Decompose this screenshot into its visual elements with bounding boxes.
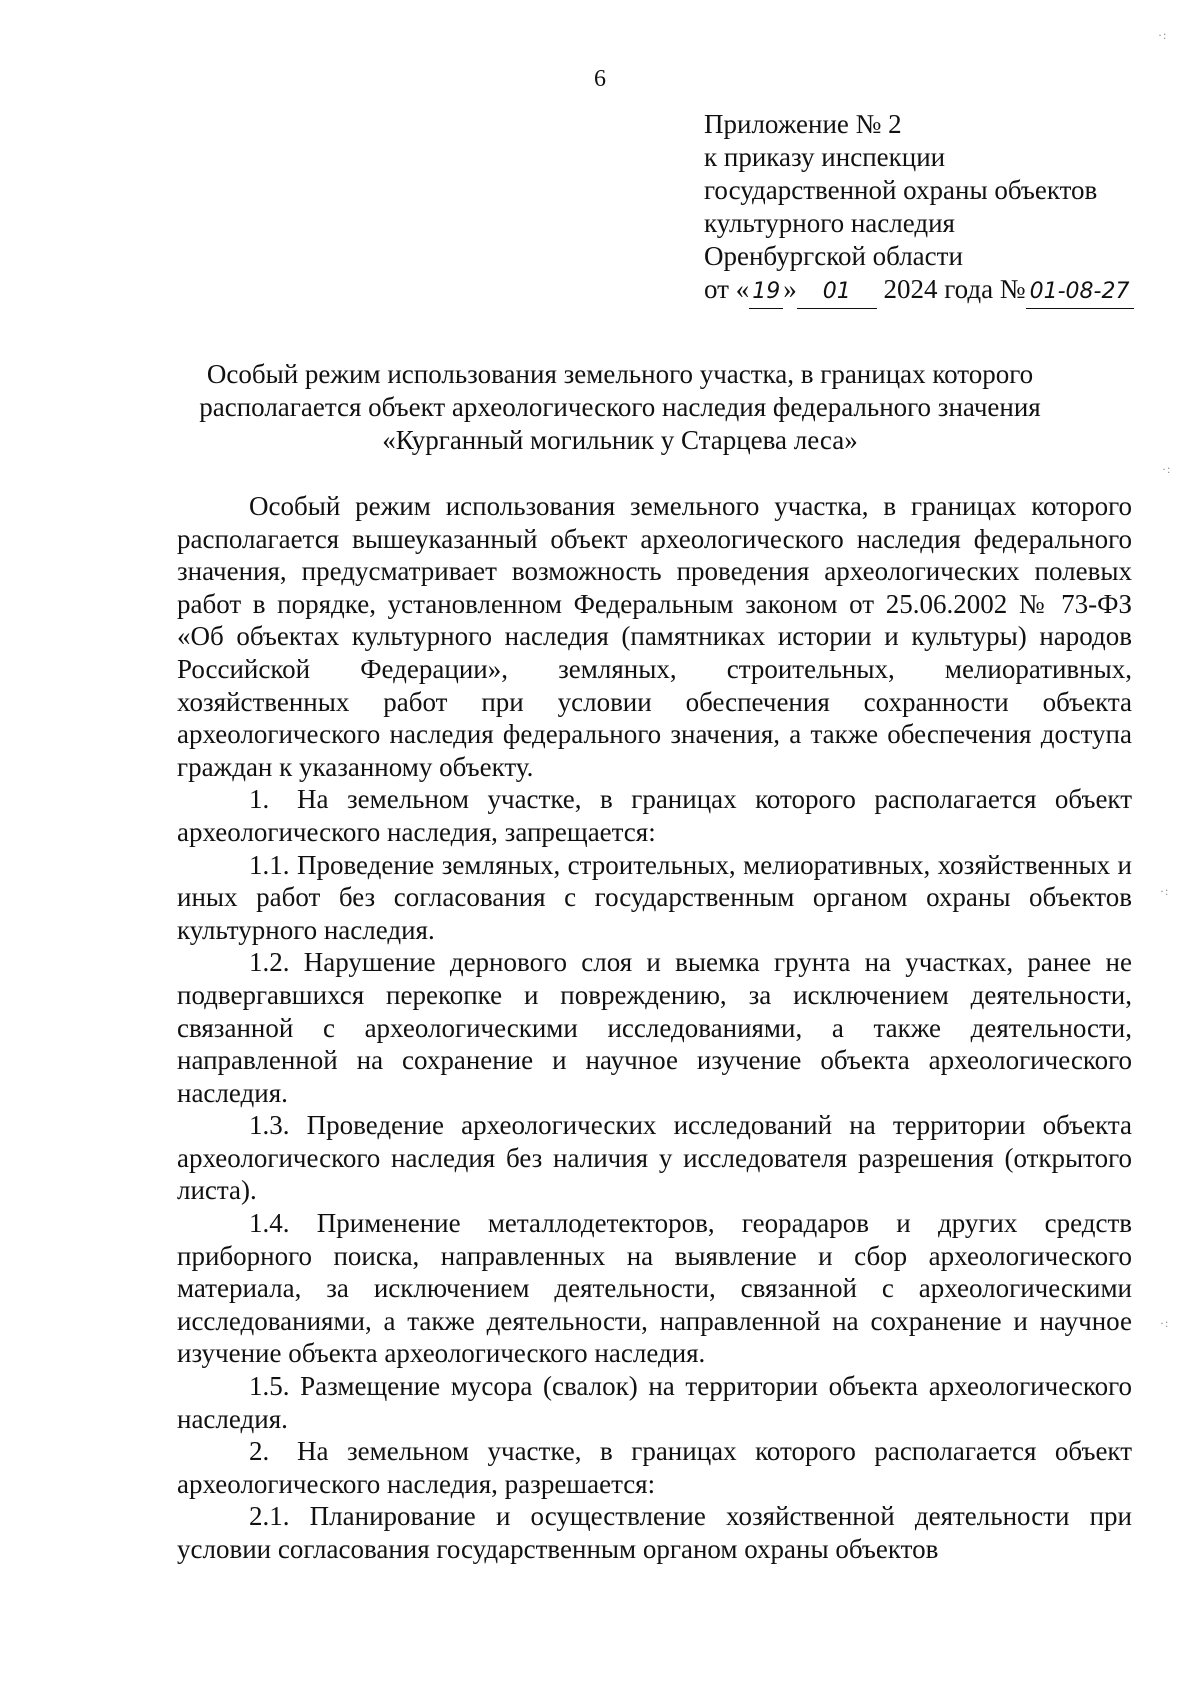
appendix-line: культурного наследия <box>704 208 955 238</box>
clause-1-3: 1.3. Проведение археологических исследований на территории объекта археологического наследия без наличия у исследователя разрешения (открытого листа). <box>177 1110 1132 1206</box>
appendix-block <box>704 108 1184 309</box>
page-number: 6 <box>594 66 606 92</box>
date-separator: » <box>783 274 797 304</box>
clause-1-2: 1.2. Нарушение дернового слоя и выемка грунта на участках, ранее не подвергавшихся перекопке и повреждению, за исключением деятельности, связанной с археологическими исследованиями, а также деятельности, направленной на сохранение и научное изучение объекта археологического наследия. <box>177 947 1132 1108</box>
clause-1-4: 1.4. Применение металлодетекторов, георадаров и других средств приборного поиска, направленных на выявление и сбор археологического материала, за исключением деятельности, связанной с археологическими исследованиями, а также деятельности, направленной на сохранение и научное изучение объекта археологического наследия. <box>177 1208 1132 1369</box>
date-month-handwritten: 01 <box>797 275 877 309</box>
scan-speck: ·: <box>1162 462 1172 476</box>
date-year: 2024 года № <box>883 274 1026 304</box>
appendix-date-line <box>704 273 1184 309</box>
intro-paragraph: Особый режим использования земельного участка, в границах которого располагается вышеуказанный объект археологического наследия федерального значения, предусматривает возможность проведения археологических полевых работ в порядке, установленном Федеральным законом от 25.06.2002 № 73-ФЗ «Об объектах культурного наследия (памятниках истории и культуры) народов Российской Федерации», земляных, строительных, мелиоративных, хозяйственных работ при условии обеспечения сохранности объекта археологического наследия федерального значения, а также обеспечения доступа граждан к указанному объекту. <box>177 491 1132 782</box>
document-title <box>180 358 1060 457</box>
appendix-line: государственной охраны объектов <box>704 175 1098 205</box>
title-line: располагается объект археологического наследия федерального значения <box>199 392 1041 422</box>
order-number-handwritten: 01-08-27 <box>1026 275 1134 309</box>
section-2 <box>177 1435 1132 1500</box>
clause-1-1: 1.1. Проведение земляных, строительных, мелиоративных, хозяйственных и иных работ без согласования с государственным органом охраны объектов культурного наследия. <box>177 849 1132 945</box>
clause-2-1: 2.1. Планирование и осуществление хозяйственной деятельности при условии согласования государственным органом охраны объектов <box>177 1501 1132 1564</box>
section-text: На земельном участке, в границах которого располагается объект археологического наследия, запрещается: <box>177 784 1132 847</box>
scan-speck: ·: <box>1160 884 1170 898</box>
section-number: 2. <box>249 1436 270 1467</box>
section-text: На земельном участке, в границах которого располагается объект археологического наследия, разрешается: <box>177 1436 1132 1499</box>
title-line: «Курганный могильник у Старцева леса» <box>382 425 858 455</box>
appendix-title: Приложение № 2 <box>704 109 902 139</box>
date-prefix: от « <box>704 274 750 304</box>
clause-1-5: 1.5. Размещение мусора (свалок) на территории объекта археологического наследия. <box>177 1371 1132 1434</box>
appendix-line: к приказу инспекции <box>704 142 946 172</box>
title-line: Особый режим использования земельного участка, в границах которого <box>206 359 1034 389</box>
section-number: 1. <box>249 784 270 815</box>
scan-speck: ·: <box>1160 1316 1170 1330</box>
appendix-line: Оренбургской области <box>704 241 963 271</box>
scan-speck: ·: <box>1158 28 1168 42</box>
date-day-handwritten: 19 <box>749 275 783 309</box>
section-1 <box>177 783 1132 848</box>
document-body <box>177 490 1132 1566</box>
